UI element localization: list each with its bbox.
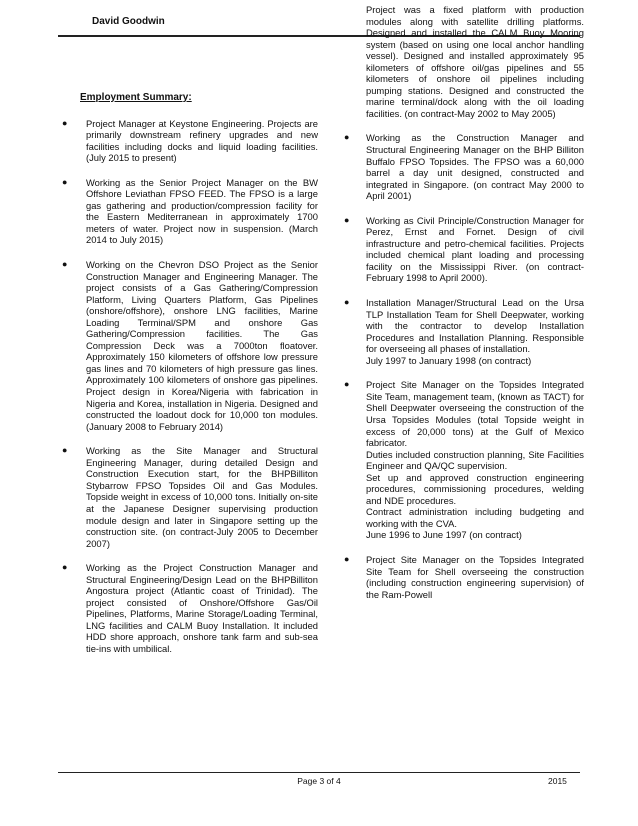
- list-item: [60, 177, 318, 246]
- list-item: [60, 562, 318, 654]
- bullet-icon: ●: [62, 562, 68, 573]
- item-text: Working on the Chevron DSO Project as the Senior Construction Manager and Engineering Manager. The project consists of a Gas Gathering/Compression Platform, Living Quarters Platform, Gas Pipelines (onshore/offshore), onshore LNG facilities, Marine Loading Terminal/SPM and onshore Gas Gathering/Compression facilities. The Gas Compression Deck was a 7000ton floatover. Approximately 150 kilometers of offshore low pressure gas lines and 70 kilometers of high pressure gas lines. Approximately 100 kilometers of onshore gas pipelines. Project design in Korea/Nigeria with fabrication in Nigeria and Korea, installation in Nigeria. Designed and constructed the loadout dock for 10,000 ton modules. (January 2008 to February 2014): [86, 259, 318, 432]
- item-text: Project Manager at Keystone Engineering. Projects are primarily downstream refinery upgrades and new facilities including docks and liquid loading facilities. (July 2015 to present): [86, 117, 318, 164]
- list-item: [342, 554, 584, 600]
- bullet-icon: ●: [344, 214, 350, 225]
- section-title: Employment Summary:: [80, 92, 192, 103]
- bullet-icon: ●: [62, 176, 68, 187]
- list-item: [60, 445, 318, 549]
- page-number: Page 3 of 4: [297, 776, 341, 786]
- item-text: Working as the Project Construction Manager and Structural Engineering/Design Lead on the BHPBilliton Angostura project (Atlantic coast of Trinidad). The project consisted of Onshore/Offshore Gas/Oil Pipelines, Platforms, Marine Storage/Loading Terminal, LNG facilities and CALM Buoy Installation. It included HDD shore approach, onshore tank farm and sub-sea tie-ins with umbilical.: [86, 562, 318, 654]
- bullet-icon: ●: [344, 379, 350, 390]
- list-item: [60, 118, 318, 164]
- item-text: Working as the Construction Manager and Structural Engineering Manager on the BHP Billiton Buffalo FPSO Topsides. The FPSO was a 60,000 barrel a day unit designed, constructed and integrated in Singapore. (on contract May 2000 to April 2001): [366, 132, 584, 202]
- bullet-icon: ●: [62, 117, 68, 128]
- list-item: [342, 297, 584, 366]
- footer-rule: [58, 772, 580, 773]
- right-column: [342, 4, 584, 613]
- bullet-icon: ●: [344, 553, 350, 564]
- header-name: David Goodwin: [92, 16, 165, 27]
- item-text: Working as Civil Principle/Construction Manager for Perez, Ernst and Fornet. Design of civil infrastructure and petro-chemical facilities. Projects included chemical plant loading and processing facility on the Mississippi River. (on contract-February 1998 to April 2000).: [366, 214, 584, 284]
- bullet-icon: ●: [344, 297, 350, 308]
- item-text: Installation Manager/Structural Lead on the Ursa TLP Installation Team for Shell Deepwater, working with the contractor to develop Installation Procedures and Installation Planning. Responsible for overseeing all phases of installation.: [366, 297, 584, 355]
- left-column: [60, 92, 318, 668]
- footer-year: 2015: [548, 776, 567, 786]
- item-date: July 1997 to January 1998 (on contract): [366, 354, 532, 366]
- bullet-icon: ●: [62, 445, 68, 456]
- item-duties: Duties included construction planning, Site Facilities Engineer and QA/QC supervision.: [366, 448, 584, 472]
- bullet-icon: ●: [62, 259, 68, 270]
- list-item: [342, 132, 584, 201]
- item-procedures: Set up and approved construction engineering procedures, commissioning procedures, welding and NDE procedures.: [366, 471, 584, 506]
- list-item: [342, 215, 584, 284]
- continued-text: Project was a fixed platform with production modules along with satellite drilling platforms. Designed and installed the CALM Buoy Mooring system (based on using one local anchor handling vessel). Designed and installed approximately 95 kilometers of offshore oil/gas pipelines and 55 kilometers of onshore oil pipelines including pumping stations. Designed and constructed the marine terminal/dock along with the oil loading facilities. (on contract-May 2002 to May 2005): [366, 4, 584, 119]
- item-date: June 1996 to June 1997 (on contract): [366, 529, 522, 541]
- bullet-icon: ●: [344, 132, 350, 143]
- item-contract: Contract administration including budgeting and working with the CVA.: [366, 506, 584, 529]
- item-text: Project Site Manager on the Topsides Integrated Site Team, management team, (known as TACT) for Shell Deepwater overseeing the construction of the Ursa Topsides Modules (total Topside weight in excess of 20,000 tons) at the Gulf of Mexico fabricator.: [366, 379, 584, 449]
- item-text: Project Site Manager on the Topsides Integrated Site Team for Shell overseeing the construction (including construction engineering supervision) of the Ram-Powell: [366, 553, 584, 600]
- item-text: Working as the Site Manager and Structural Engineering Manager, during detailed Design and Construction Execution start, for the BHPBilliton Stybarrow FPSO Topsides Oil and Gas Modules. Topside weight in excess of 10,000 tons. Initially on-site at the Japanese Designer supervising production module design and later in Singapore setting up the construction site. (on contract-July 2005 to December 2007): [86, 445, 318, 549]
- list-item: [60, 259, 318, 432]
- item-text: Working as the Senior Project Manager on the BW Offshore Leviathan FPSO FEED. The FPSO is a large gas gathering and production/compression facility for the Eastern Mediterranean in approximately 1700 meters of water. Project now in suspension. (March 2014 to July 2015): [86, 176, 318, 246]
- list-item: [342, 379, 584, 541]
